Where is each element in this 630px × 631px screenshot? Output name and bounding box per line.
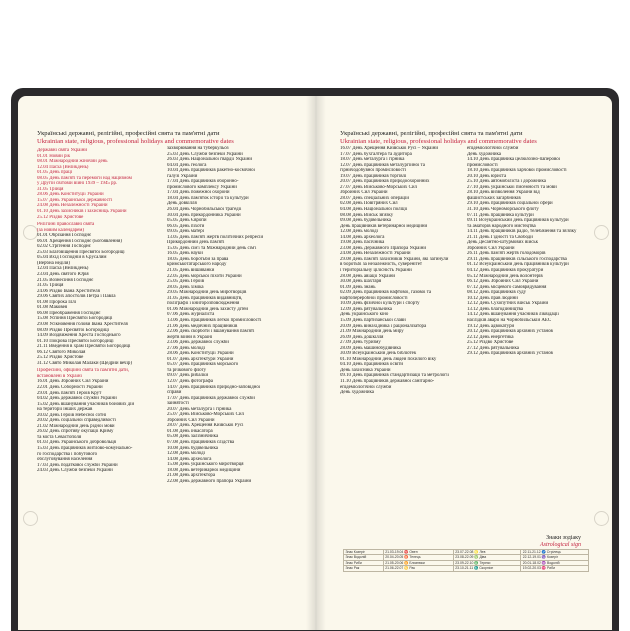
left-column-1 (37, 146, 165, 474)
date-entry: 21.08 День архітектора (167, 473, 216, 479)
date-entry: 12.08 День молоді (340, 229, 378, 235)
date-entry: 14.11 День працівників радіо, телебачення та зв'язку (467, 229, 577, 235)
date-entry: 20.09 День винахідника і раціоналізатора (340, 323, 427, 329)
date-entry: 21.09 Міжнародний день миру (340, 329, 404, 335)
date-entry: 23.04 День святого Юрія (37, 272, 89, 278)
date-entry: 15.02 День вшанування учасників бойових дій (37, 401, 135, 407)
date-entry: епідеміологічної служби (340, 384, 392, 390)
zodiac-table (343, 549, 589, 572)
date-entry: 07.08 День працівників слідства (167, 439, 235, 445)
date-entry: 25.10 День автомобіліста і дорожника (467, 179, 546, 185)
ring-hole-left (23, 225, 38, 240)
zodiac-cell: 21.05-20.06 ♊ Близнюки (383, 560, 453, 565)
date-entry: 07.06 День журналіста (167, 312, 215, 318)
date-entry: 01.08 День інкасатора (167, 428, 213, 434)
date-entry: у Другій світовій війні 1939 – 1945 рр. (37, 181, 118, 187)
date-entry: 31.05 День працівників видавництв, (167, 295, 243, 301)
date-entry: 06.08 Преображення Господнє (37, 310, 101, 316)
left-page-header (37, 130, 234, 145)
date-entry: 04.04 День геолога (167, 162, 207, 168)
date-entry: 02.08 День Повітряних Сил (340, 201, 398, 207)
date-entry: 28.09 День машинобудівника (340, 345, 401, 351)
zodiac-cell: 20.01-18.02 ♒ Водолій (521, 560, 589, 565)
date-entry: 31.10 День Чорноморського флоту (467, 207, 539, 213)
zodiac-cell: 22.12-19.01 ♑ Козеріг (521, 555, 589, 560)
date-entry: 01.10 Міжнародний день людей похилого віку (340, 356, 437, 362)
date-entry: та річкового флоту (167, 367, 207, 373)
header-title-en-right: Ukrainian state, religious, professional holidays and commemorative dates (340, 137, 537, 145)
date-entry: 19.08 День пасічника (340, 240, 385, 246)
date-entry: 18.08 День ветеринарної медицини (167, 467, 241, 473)
zodiac-cell: Знак Рак (344, 566, 384, 571)
date-entry: 04.12 День працівників прокуратури (467, 268, 544, 274)
date-entry: 29.10 День працівників соціальної сфери (467, 201, 553, 207)
date-entry: 27.06 День молоді (167, 345, 205, 351)
date-entry: 31.12 Свято Миколая Малаки (Щедрий вечір) (37, 360, 132, 366)
date-entry: (Вербна неділя) (37, 260, 70, 266)
date-entry: 12.07 День фотографа (167, 378, 213, 384)
date-entry: фашистських загарбників (467, 195, 521, 201)
date-entry: 01.10 Покрова Пресвятої Богородиці (37, 338, 114, 344)
date-entry: епідеміологічної служби (467, 146, 519, 151)
zodiac-cell: 23.10-21.11 ♏ Скорпіон (453, 566, 521, 571)
date-entry: 20.10 День юриста (467, 173, 507, 179)
date-entry: галузі України (167, 173, 198, 179)
zodiac-cell: Знак Риби (344, 560, 384, 565)
date-entry: 20.12 День працівників архівних установ (467, 329, 553, 335)
date-entry: гірничодобувної промисловості (340, 168, 407, 174)
date-entry: 09.05 День матері (167, 229, 205, 235)
date-entry: 08.08 День Військ зв'язку (340, 212, 394, 218)
date-entry: 04.02 День державної служби України (37, 396, 117, 402)
date-entry: і територіальну цілісність України (340, 268, 412, 274)
right-page-header (340, 130, 537, 145)
date-entry: 09.11 Всеукраїнський день працівників культури (467, 218, 569, 224)
date-entry: 21.06 День медичних працівників (167, 323, 238, 329)
date-entry: 29.05 Міжнародний день миротворців (167, 290, 247, 296)
date-entry: 29.08 Усікновення голови Івана Хрестителя (37, 321, 128, 327)
date-entry: 13.12 День благодійництва (467, 306, 523, 312)
date-entry: 20.02 День Героїв Небесної сотні (37, 412, 107, 418)
spine-shadow (306, 96, 326, 630)
date-entry: 01.08 Маковея (37, 305, 68, 311)
date-entry: День художника (467, 151, 501, 157)
date-entry: 17.07 День працівників державної служби (167, 395, 255, 401)
zodiac-row (344, 566, 589, 571)
date-entry: 14.10 День працівника целюлозно-паперової (467, 157, 561, 163)
date-entry: поліграфії і книгорозповсюдження (167, 301, 240, 307)
ring-hole-right-bottom (594, 511, 609, 526)
date-entry: 20.07 День металурга і гірника (167, 406, 232, 412)
date-entry: 07.11 День працівника культури (467, 212, 534, 218)
date-entry: 08.01 Міжнародний жіночий день (37, 159, 108, 165)
date-entry: 08.12 День працівників суду (467, 290, 527, 296)
date-entry: 31.05 Трійця (37, 186, 64, 192)
date-entry: 06.01 Хрещення Господнє (Богоявлення) (37, 238, 122, 244)
header-title-ua-right: Українські державні, релігійні, професійні свята та пам'ятні дати (340, 130, 523, 137)
date-entry: 12.09 День рятувальника (340, 306, 392, 312)
date-entry: 14.07 День працівників природно-заповідної (167, 384, 261, 390)
date-entry: кримськотатарського народу (167, 262, 227, 268)
date-entry: 13.05 День пам'яті жертв політичних репресій (167, 234, 264, 240)
zodiac-title (540, 535, 581, 549)
zodiac-cell: 21.06-22.07 ♋ Рак (383, 566, 453, 571)
date-entry: Державні свята України (37, 148, 87, 153)
date-entry: День працівників ветеринарної медицини (340, 223, 428, 229)
date-entry: 25.12 Різдво Христове (467, 340, 514, 346)
zodiac-cell: Знак Водолій (344, 555, 384, 560)
date-entry: 01.01 Новий рік (37, 153, 71, 159)
date-entry: 04.08 День Національної поліції (340, 207, 408, 213)
right-column-2 (467, 146, 600, 357)
date-entry: 23.08 День Державного Прапора України (340, 245, 426, 251)
date-entry: та міста Севастополя (37, 434, 82, 440)
date-entry: 30.09 Всеукраїнський день бібліотек (340, 351, 417, 357)
date-entry: День довкілля (167, 201, 197, 207)
date-entry: 07.12 День місцевого самоврядування (467, 284, 547, 290)
date-entry: 28.06 День Конституції України (37, 192, 104, 198)
date-entry: 16.05 День науки (167, 251, 203, 257)
date-entry: 15.07 День Української державності (37, 197, 113, 203)
date-entry: 28.06 День Конституції України (167, 351, 234, 357)
date-entry: 21.02 Міжнародний день рідної мови (37, 423, 115, 429)
date-entry: 10.04 День працівників ракетно-космічної (167, 168, 255, 174)
date-entry: 28.05 День хіміка (167, 284, 204, 290)
date-entry: День українського кіно (340, 312, 389, 318)
date-entry: Збройних Сил України (467, 245, 515, 251)
date-entry: 29.08 День пам'яті захисників України, які загинули (340, 256, 449, 262)
date-entry: 24.08 День Незалежності України (37, 203, 108, 209)
date-entry: 25.12 Різдво Христове (37, 355, 84, 361)
date-entry: го господарства і побутового (37, 451, 98, 457)
date-entry: 26.03 День Національної гвардії України (167, 157, 252, 163)
zodiac-cell: 23.08-22.09 ♍ Діва (453, 555, 521, 560)
date-entry: 08.05 День пам'яті та перемоги над нацизмом (37, 175, 132, 181)
date-entry: 19.07 День працівників торгівлі (340, 173, 407, 179)
zodiac-cell: Знак Козеріг (344, 550, 384, 555)
date-entry: 17.07 День бухгалтера та аудитора (340, 151, 412, 157)
date-entry: 01.12 Всеукраїнський день працівників культури (467, 262, 569, 268)
date-entry: Збройних Сил України (167, 417, 215, 423)
date-entry: 09.08 День будівельника (340, 218, 391, 224)
date-entry: 01.01 Обрізання Господнє (37, 233, 92, 239)
date-entry: 05.12 Міжнародний день волонтерів (467, 273, 543, 279)
right-column-1 (340, 146, 468, 396)
date-entry: 22.05 День морської піхоти України (167, 273, 242, 279)
date-entry: 13.06 День працівників легкої промисловості (167, 317, 262, 323)
date-entry: 01.05 День праці (37, 170, 73, 176)
date-entry: 17.03 День податкової служби України (37, 462, 118, 468)
zodiac-cell: 22.11-21.12 ♐ Стрілець (521, 550, 589, 555)
date-entry: 17.04 День пожежної охорони (167, 190, 230, 196)
date-entry: нафтопереробної промисловості (340, 295, 408, 301)
date-entry: 31.05 Трійця (37, 283, 64, 289)
date-entry: 08.09 Різдво Пресвятої Богородиці (37, 327, 110, 333)
date-entry: 24.08 День Незалежності України (340, 251, 411, 257)
date-entry: захворювання на туберкульоз (167, 146, 229, 151)
date-entry: 09.10 День працівників стандартизації та метрології (340, 373, 449, 379)
date-entry: 25.03 День Служби безпеки України (167, 151, 243, 157)
date-entry: 25.12 Різдво Христове (37, 214, 84, 220)
date-entry: 25.07 День Військово-Морських Сил (167, 412, 244, 418)
date-entry: 05.08 День залізничника (167, 434, 219, 440)
date-entry: Релігійні православні свята (37, 222, 95, 228)
date-entry: 06.05 День піхоти (167, 223, 205, 229)
date-entry: 26.09 День дошкілля (340, 334, 384, 340)
date-entry: 26.02 День спротиву окупації Криму (37, 429, 114, 435)
date-entry: 01.03 День Українського добровольця (37, 440, 116, 446)
date-entry: 14.08 День археолога (167, 456, 212, 462)
date-entry: 21.11 Введення в храм Пресвятої Богородиці (37, 344, 131, 350)
date-entry: 16.07 День Хрещення Київської Русі – України (340, 146, 438, 151)
date-entry: 22.06 День скорботи і вшанування пам'яті (167, 329, 255, 335)
date-entry: 01.08 Пророка Іллі (37, 299, 77, 305)
date-entry: 28.10 День визволення України від (467, 190, 540, 196)
date-entry: 10.09 День фізичної культури і спорту (340, 301, 420, 307)
date-entry: Збройних Сил України (340, 190, 388, 196)
date-entry: 20.02 День соціальної справедливості (37, 418, 116, 424)
zodiac-title-en: Astrological sign (540, 542, 581, 548)
date-entry: 18.04 День пам'яток історії та культури (167, 195, 249, 201)
date-entry: 27.07 День Військово-Морських Сил (340, 184, 417, 190)
date-entry: 27.10 День української писемності та мови (467, 184, 557, 190)
date-entry: Професійні, офіційні свята та пам'ятні дати, (37, 368, 129, 374)
date-entry: 21.11 День Гідності та Свободи (467, 234, 533, 240)
date-entry: 21.05 День вишиванки (167, 268, 215, 274)
left-column-2 (167, 146, 297, 484)
date-entry: 27.12 День рятувальника (467, 345, 519, 351)
date-entry: 17.04 День працівників оборонно- (167, 179, 239, 185)
date-entry: 14.08 День археолога (340, 234, 385, 240)
date-entry: жертв війни в Україні (167, 334, 213, 340)
date-entry: 29.11 День працівників сільського господарства (467, 256, 567, 262)
ring-hole-left-bottom (23, 511, 38, 526)
date-entry: 11.10 День працівників державної санітарно- (340, 378, 435, 384)
date-entry: 23.06 День державної служби (167, 340, 229, 346)
date-entry: 02.09 День працівників нафтової, газової та (340, 290, 432, 296)
date-entry: 27.09 День туризму (340, 340, 381, 346)
date-entry: 28.07 День спеціальних операцій (340, 195, 410, 201)
date-entry: 25.05 День Героїв (167, 279, 205, 285)
date-entry: на території інших держав (37, 407, 93, 413)
date-entry: 29.06 Святих апостолів Петра і Павла (37, 294, 116, 300)
date-entry: 15.08 Успіння Пресвятої Богородиці (37, 316, 113, 322)
date-entry: День Десантно-штурмових військ (467, 240, 539, 246)
date-entry: в боротьбі за незалежність, суверенітет (340, 262, 423, 268)
date-entry: 01.10 День захисників і захисниць України (37, 209, 127, 215)
date-entry: 05.04 Вхід Господній в Єрусалим (37, 255, 107, 261)
date-entry: (за новим календарем) (37, 227, 85, 233)
date-entry: 05.05 День Європи (167, 218, 207, 224)
date-entry: 18.07 День металурга і гірника (340, 157, 405, 163)
date-entry: 12.12 День Сухопутних військ України (467, 301, 549, 307)
date-entry: 06.12 День Збройних Сил України (467, 279, 539, 285)
date-entry: 15.03 День працівників житлово-комунально- (37, 445, 133, 451)
date-entry: 26.04 День Чорнобильської трагедії (167, 207, 242, 213)
date-entry: 22.08 День державного прапора України (167, 478, 252, 484)
date-entry: справи (167, 390, 182, 396)
date-entry: 14.12 День вшанування учасників ліквідації (467, 312, 559, 318)
date-entry: 15.08 День українського миротворця (167, 462, 244, 468)
zodiac-cell: 23.07-22.08 ♌ Лев (453, 550, 521, 555)
date-entry: 29.01 День пам'яті Героїв Крут (37, 390, 102, 396)
date-entry: 24.06 Різдво Івана Хрестителя (37, 288, 100, 294)
date-entry: 18.10 День працівників харчової промисловості (467, 168, 567, 174)
date-entry: 20.07 День працівників природоохоронних (340, 179, 430, 185)
date-entry: 10.12 День прав людини (467, 295, 518, 301)
date-entry: 12.08 День молоді (167, 451, 205, 457)
date-entry: 01.06 Міжнародний день захисту дітей (167, 306, 248, 312)
date-entry: 04.10 День працівників освіти (340, 362, 404, 368)
date-entry: 15.09 День партизанської слави (340, 317, 406, 323)
date-entry: та аматорів народного мистецтва (467, 223, 536, 229)
date-entry: День захисника України (340, 367, 391, 373)
date-entry: 15.05 День сім'ї та Міжнародний день сім'ї (167, 245, 257, 251)
date-entry: 22.01 День Соборності України (37, 384, 103, 390)
date-entry: День художника (340, 390, 374, 396)
date-entry: 10.08 День будівельника (167, 445, 218, 451)
date-entry: 12.04 Пасха (Великдень) (37, 164, 89, 170)
date-entry: зайнятості (167, 401, 189, 407)
date-entry: 06.12 Святого Миколая (37, 349, 86, 355)
date-entry: 28.07 День Хрещення Київської Русі (167, 423, 244, 429)
date-entry: промисловості (467, 162, 498, 168)
date-entry: 12.07 День працівників металургійної та (340, 162, 425, 168)
zodiac-title-ua: Знаки зодіаку (546, 535, 581, 541)
date-entry: 21.05 Вознесіння Господнє (37, 277, 94, 283)
zodiac-cell: 20.04-20.05 ♉ Телець (383, 555, 453, 560)
date-entry: 19.12 День адвокатури (467, 323, 515, 329)
date-entry: 02.02 Стрітення Господнє (37, 244, 91, 250)
header-title-en: Ukrainian state, religious, professional holidays and commemorative dates (37, 137, 234, 145)
date-entry: Прикордонний день пам'яті (167, 240, 225, 246)
zodiac-cell: 19.02-20.03 ♓ Риби (521, 566, 589, 571)
date-entry: 09.07 День рибалки (167, 373, 209, 379)
date-entry: 24.03 День Служби безпеки України (37, 468, 113, 474)
date-entry: 25.03 Благовіщення Пресвятої Богородиці (37, 249, 125, 255)
date-entry: 18.05 День боротьби за права (167, 256, 229, 262)
date-entry: 30.04 День прикордонника України (167, 212, 241, 218)
date-entry: обслуговування населення (37, 457, 93, 463)
date-entry: наслідків аварії на Чорнобильській АЕС (467, 317, 552, 323)
date-entry: 16.01 День Збройних Сил України (37, 379, 109, 385)
date-entry: встановлені в Україні (37, 373, 82, 379)
date-entry: 01.09 День знань (340, 284, 376, 290)
date-entry: 14.09 Воздвиження Хреста Господнього (37, 333, 121, 339)
date-entry: 30.08 День шахтаря (340, 279, 382, 285)
date-entry: 22.12 День енергетика (467, 334, 514, 340)
zodiac-cell: 23.09-22.10 ♎ Терези (453, 560, 521, 565)
zodiac-cell: 21.03-19.04 ♈ Овен (383, 550, 453, 555)
date-entry: 05.07 День працівників морського (167, 362, 239, 368)
date-entry: промислового комплексу України (167, 184, 237, 190)
date-entry: 28.08 День авіації України (340, 273, 396, 279)
date-entry: 26.11 День пам'яті жертв голодоморів (467, 251, 546, 257)
date-entry: 12.04 Пасха (Великдень) (37, 266, 89, 272)
header-title-ua: Українські державні, релігійні, професійні свята та пам'ятні дати (37, 130, 220, 137)
date-entry: 29.12 День працівників архівних установ (467, 351, 553, 357)
date-entry: 01.07 День архітектури України (167, 356, 234, 362)
